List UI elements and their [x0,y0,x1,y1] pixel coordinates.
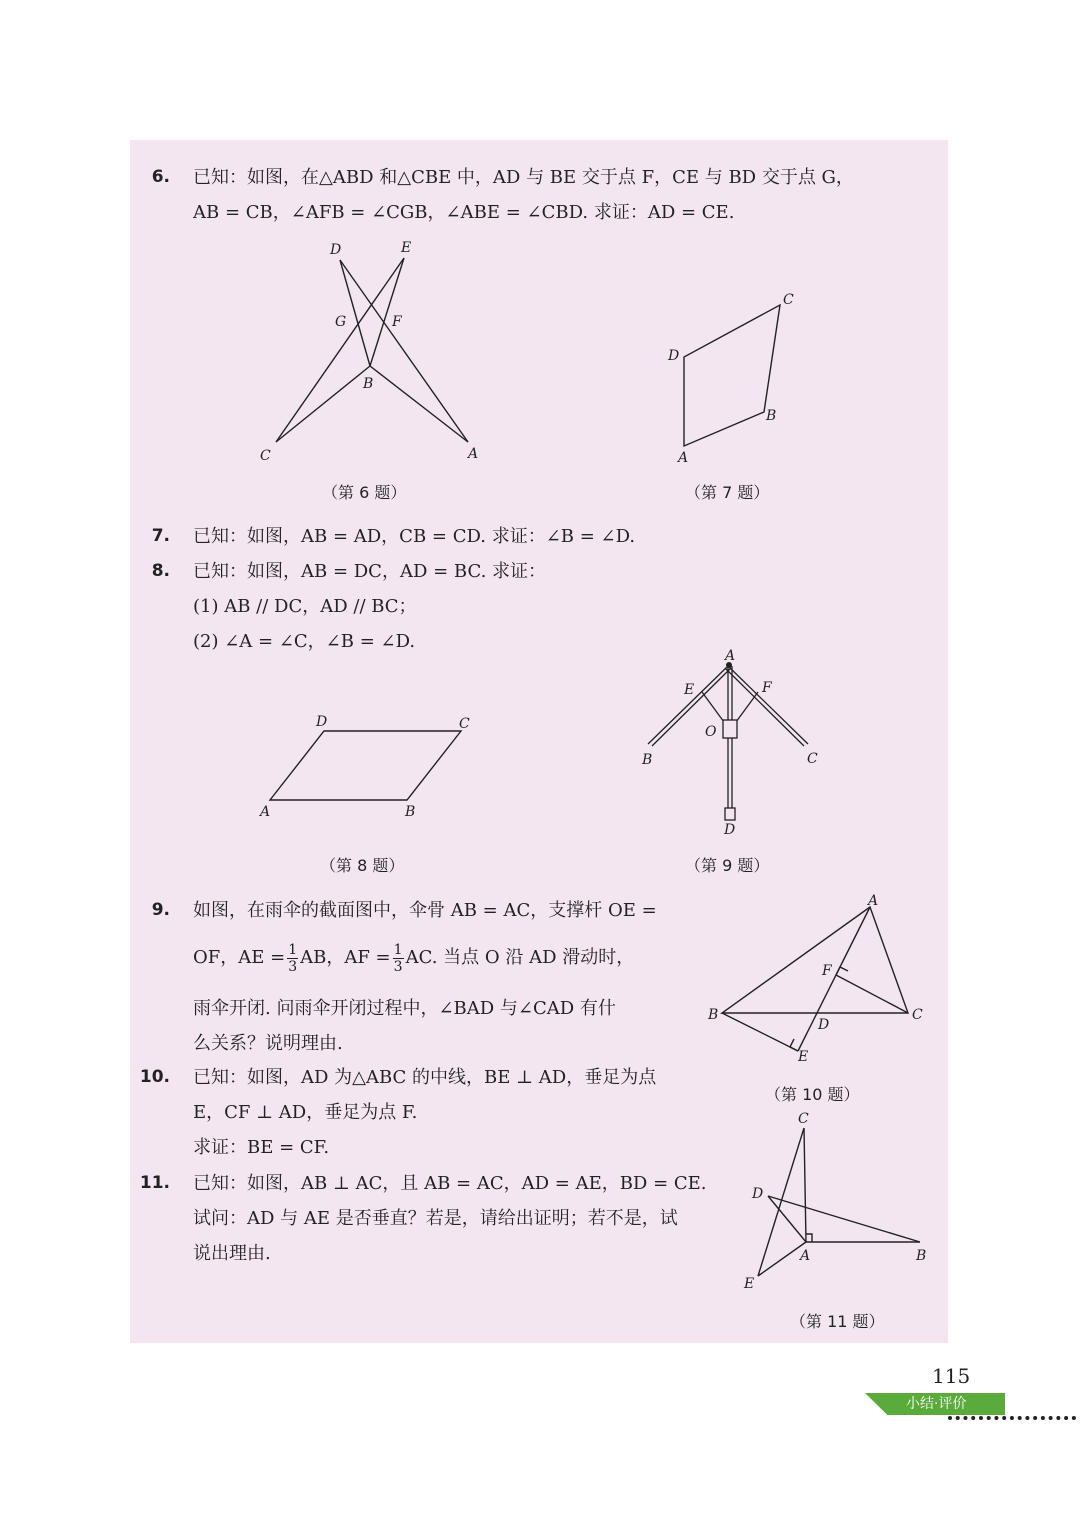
figure-9 [630,648,830,838]
problem-text-line: 试问：AD 与 AE 是否垂直？若是，请给出证明；若不是，试 [193,1208,678,1229]
figure-6-caption: （第 6 题） [322,483,407,502]
page-number: 115 [932,1364,971,1388]
problem-text-line: AB = CB，∠AFB = ∠CGB，∠ABE = ∠CBD. 求证：AD = CE. [193,202,735,223]
problem-text-line: 已知：如图，AB ⊥ AC，且 AB = AC，AD = AE，BD = CE. [193,1173,707,1194]
problem-text-line: (2) ∠A = ∠C，∠B = ∠D. [193,631,416,652]
label-E: E [744,1276,755,1292]
problem-text-line: E，CF ⊥ AD，垂足为点 F. [193,1102,418,1123]
label-O: O [705,724,717,740]
label-C: C [807,751,818,767]
label-B: B [916,1248,927,1264]
figure-8-caption: （第 8 题） [320,856,405,875]
label-B: B [642,752,653,768]
label-E: E [401,240,412,256]
figure-11-caption: （第 11 题） [790,1312,885,1331]
label-C: C [912,1007,923,1023]
label-G: G [335,314,347,330]
problem-text-line: 已知：如图，AB = DC，AD = BC. 求证： [193,561,547,582]
label-A: A [725,648,736,664]
label-D: D [724,822,736,838]
label-D: D [752,1186,764,1202]
fraction-one-third: $\frac{1}{3}$ [288,941,298,975]
label-A: A [468,446,479,462]
dotted-rule [948,1416,1076,1420]
problem-text-line: 说出理由. [193,1243,271,1264]
label-D: D [330,242,342,258]
problem-text-line: 么关系？说明理由. [193,1033,343,1054]
label-A: A [678,450,689,466]
label-C: C [459,716,470,732]
problem-text-line: 雨伞开闭. 问雨伞开闭过程中，∠BAD 与∠CAD 有什 [193,998,616,1019]
label-A: A [800,1248,811,1264]
problem-number: 11. [139,1173,170,1193]
label-A: A [260,804,271,820]
figure-10-caption: （第 10 题） [765,1085,860,1104]
problem-number: 8. [151,561,170,581]
problem-number: 6. [151,167,170,187]
figure-6 [240,230,500,470]
problem-text-line: (1) AB // DC，AD // BC； [193,596,417,617]
label-F: F [392,314,402,330]
label-B: B [766,408,777,424]
label-C: C [783,292,794,308]
figure-8 [250,710,490,830]
figure-9-caption: （第 9 题） [685,856,770,875]
label-B: B [708,1007,719,1023]
problem-text-line: 已知：如图，AB = AD，CB = CD. 求证：∠B = ∠D. [193,526,636,547]
problem-number: 9. [151,900,170,920]
figure-7-caption: （第 7 题） [685,483,770,502]
label-D: D [316,714,328,730]
label-F: F [822,963,832,979]
problem-text-line: OF，AE = $\frac{1}{3}$ AB，AF = $\frac{1}{3}$ AC. 当点 O 沿 AD 滑动时， [193,941,635,975]
problem-text-line: 如图，在雨伞的截面图中，伞骨 AB = AC，支撑杆 OE = [193,900,657,921]
label-E: E [684,682,695,698]
label-B: B [405,804,416,820]
label-C: C [260,448,271,464]
label-E: E [798,1049,809,1065]
section-tab-label: 小结·评价 [906,1396,967,1412]
label-F: F [762,680,772,696]
label-D: D [668,348,680,364]
figure-7 [660,290,820,470]
problem-number: 10. [139,1067,170,1087]
problem-text-line: 已知：如图，在△ABD 和△CBE 中，AD 与 BE 交于点 F，CE 与 BD 交于点 G， [193,167,854,188]
label-B: B [363,376,374,392]
figure-10 [700,895,940,1065]
fraction-one-third: $\frac{1}{3}$ [393,941,403,975]
problem-text-line: 已知：如图，AD 为△ABC 的中线，BE ⊥ AD，垂足为点 [193,1067,657,1088]
label-A: A [868,893,879,909]
figure-11 [740,1110,940,1300]
label-C: C [798,1111,809,1127]
problem-number: 7. [151,526,170,546]
problem-text-line: 求证：BE = CF. [193,1137,330,1158]
label-D: D [818,1017,830,1033]
